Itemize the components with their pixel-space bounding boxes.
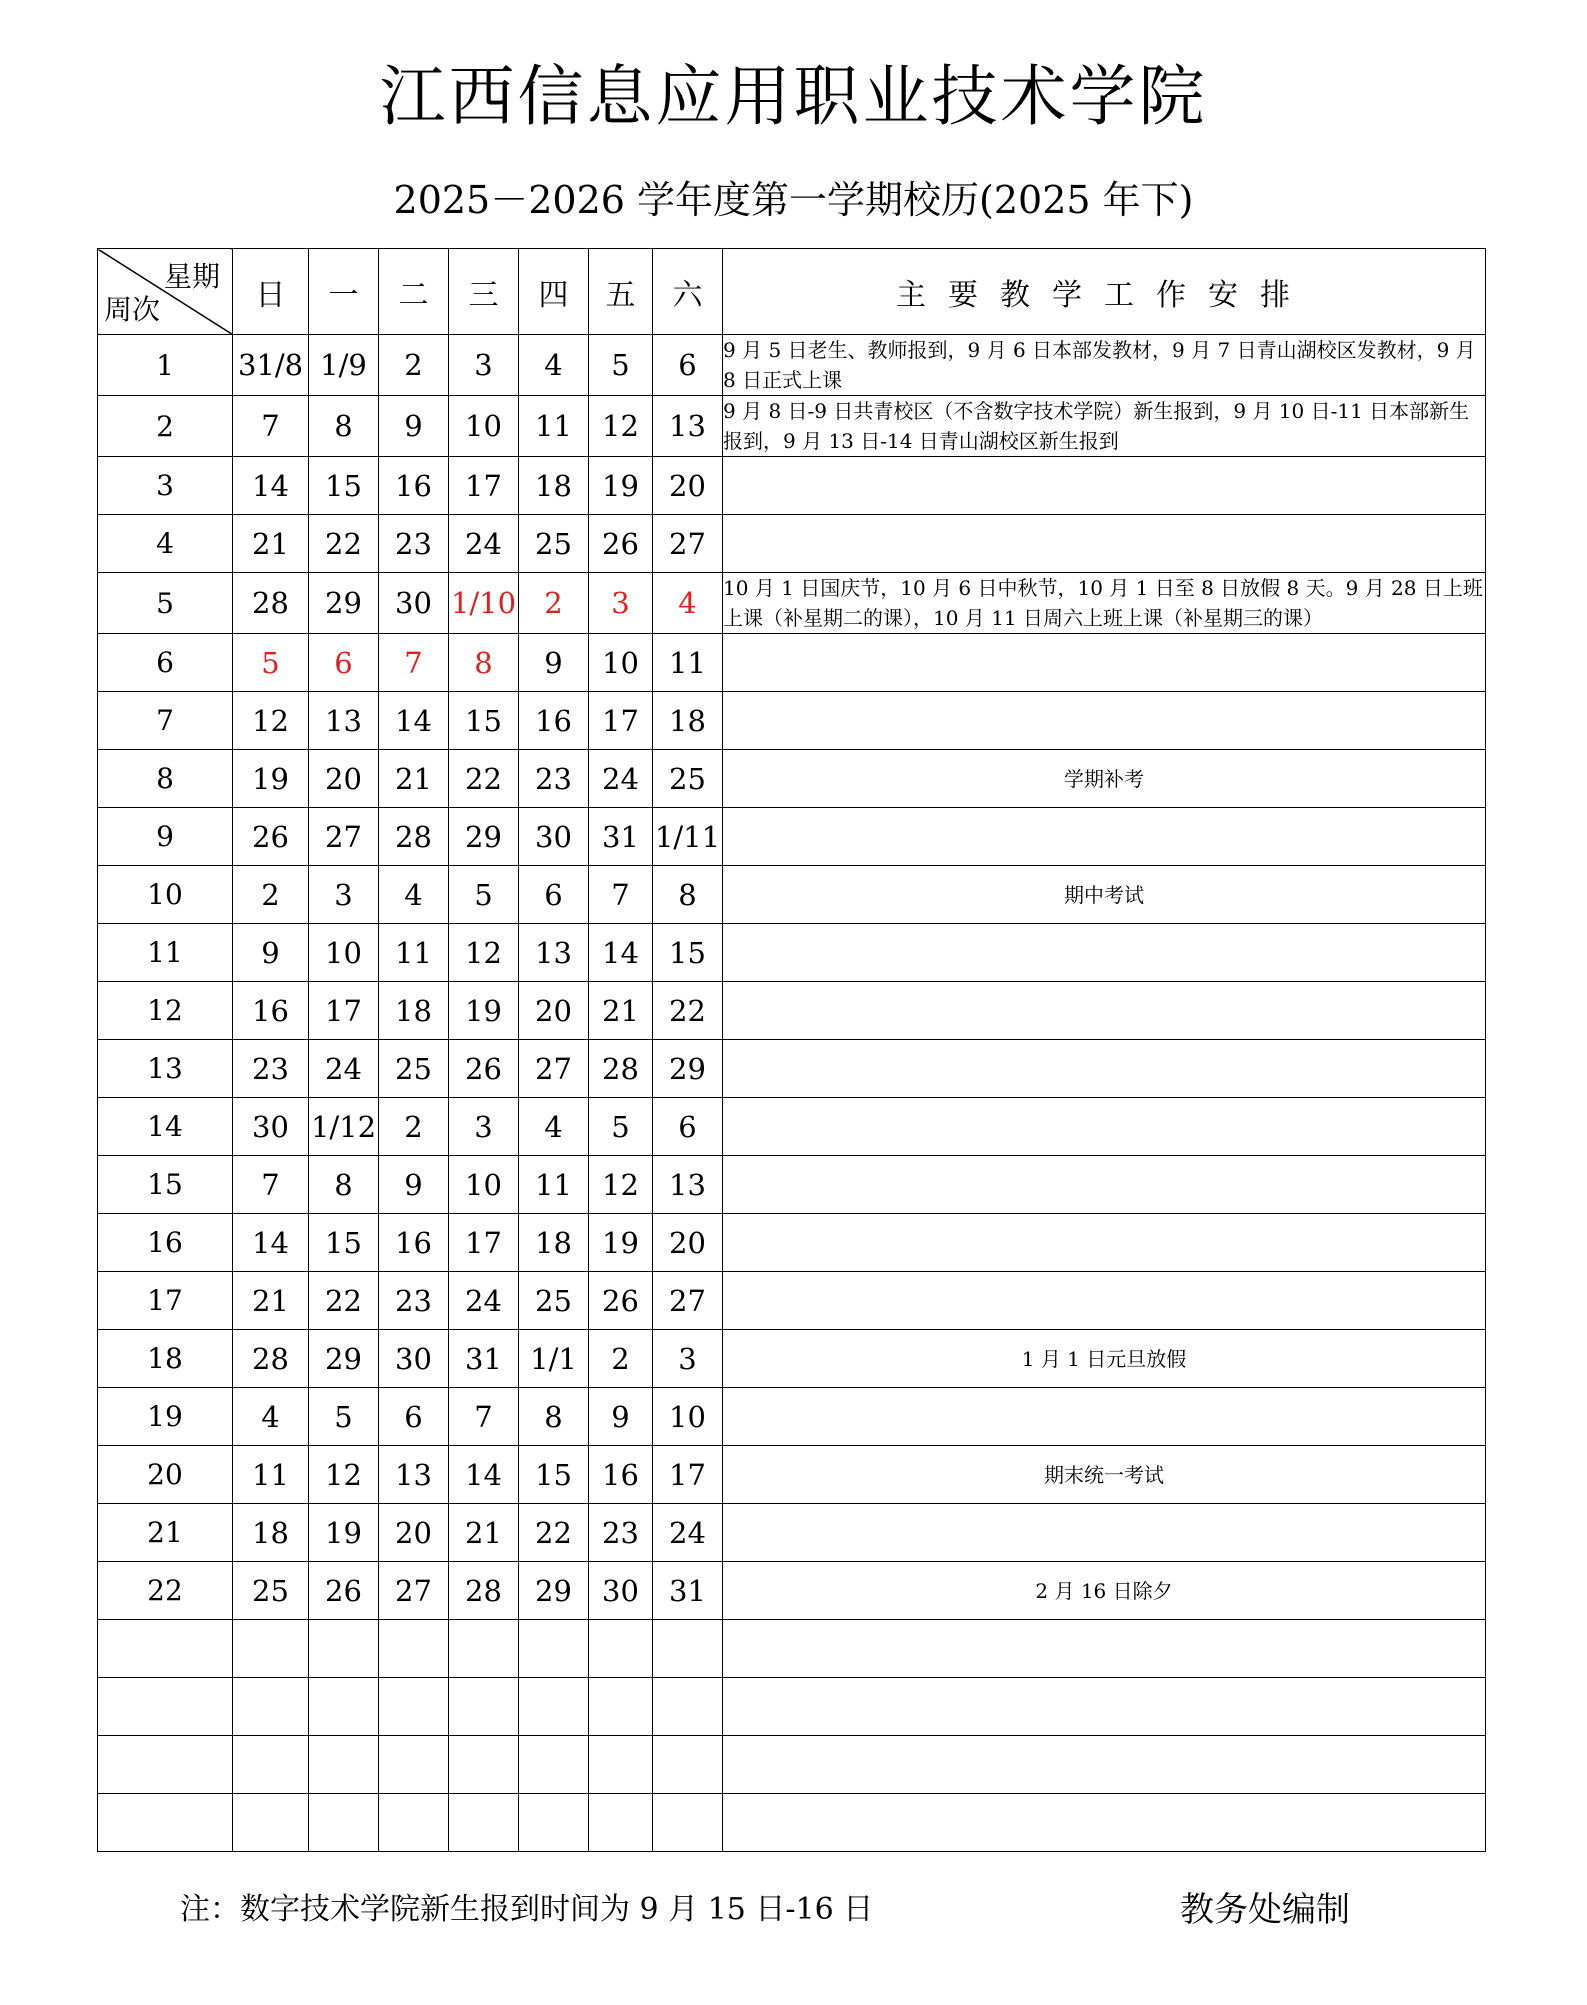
document-title: 江西信息应用职业技术学院 (379, 58, 1208, 135)
date-cell-tue: 23 (379, 515, 449, 573)
date-cell-sat: 25 (653, 750, 723, 808)
date-cell-mon: 15 (309, 457, 379, 515)
date-cell-sun: 26 (233, 808, 309, 866)
date-cell-fri: 12 (589, 1156, 653, 1214)
date-cell-wed: 29 (449, 808, 519, 866)
date-cell-mon: 19 (309, 1504, 379, 1562)
date-cell-fri: 3 (589, 573, 653, 634)
table-row (98, 1678, 1486, 1736)
date-cell-fri: 14 (589, 924, 653, 982)
date-cell-tue: 30 (379, 1330, 449, 1388)
date-cell-fri (589, 1736, 653, 1794)
date-cell-sat: 10 (653, 1388, 723, 1446)
date-cell-sun: 14 (233, 457, 309, 515)
header-day-sat: 六 (653, 249, 723, 335)
schedule-note-cell (723, 515, 1486, 573)
date-cell-tue: 16 (379, 457, 449, 515)
date-cell-sun: 2 (233, 866, 309, 924)
table-row (98, 573, 1486, 634)
date-cell-wed: 5 (449, 866, 519, 924)
table-row (98, 1736, 1486, 1794)
date-cell-tue (379, 1620, 449, 1678)
date-cell-thu: 22 (519, 1504, 589, 1562)
date-cell-sun: 23 (233, 1040, 309, 1098)
date-cell-fri: 24 (589, 750, 653, 808)
week-number-cell: 21 (98, 1504, 233, 1562)
date-cell-thu: 23 (519, 750, 589, 808)
date-cell-thu (519, 1678, 589, 1736)
date-cell-wed: 14 (449, 1446, 519, 1504)
date-cell-wed (449, 1678, 519, 1736)
date-cell-wed: 7 (449, 1388, 519, 1446)
schedule-note-cell (723, 1272, 1486, 1330)
date-cell-fri: 28 (589, 1040, 653, 1098)
date-cell-wed: 28 (449, 1562, 519, 1620)
date-cell-tue: 9 (379, 1156, 449, 1214)
schedule-note-cell (723, 1156, 1486, 1214)
date-cell-sat (653, 1678, 723, 1736)
date-cell-tue: 9 (379, 396, 449, 457)
date-cell-tue: 20 (379, 1504, 449, 1562)
date-cell-wed: 10 (449, 1156, 519, 1214)
schedule-note-cell (723, 457, 1486, 515)
week-number-cell: 5 (98, 573, 233, 634)
table-row (98, 1214, 1486, 1272)
date-cell-tue (379, 1794, 449, 1852)
schedule-note-cell (723, 982, 1486, 1040)
week-number-cell: 13 (98, 1040, 233, 1098)
week-number-cell: 11 (98, 924, 233, 982)
date-cell-sat: 3 (653, 1330, 723, 1388)
date-cell-thu: 18 (519, 1214, 589, 1272)
week-number-cell (98, 1736, 233, 1794)
date-cell-thu: 20 (519, 982, 589, 1040)
date-cell-wed: 17 (449, 1214, 519, 1272)
date-cell-mon (309, 1736, 379, 1794)
date-cell-mon: 10 (309, 924, 379, 982)
date-cell-mon: 6 (309, 634, 379, 692)
date-cell-fri: 12 (589, 396, 653, 457)
date-cell-mon: 22 (309, 515, 379, 573)
corner-weekday-label: 星期 (163, 260, 220, 293)
date-cell-sat: 27 (653, 515, 723, 573)
date-cell-sun: 9 (233, 924, 309, 982)
date-cell-wed: 26 (449, 1040, 519, 1098)
date-cell-tue: 4 (379, 866, 449, 924)
week-number-cell: 15 (98, 1156, 233, 1214)
schedule-note-cell (723, 692, 1486, 750)
date-cell-sun: 4 (233, 1388, 309, 1446)
date-cell-thu: 29 (519, 1562, 589, 1620)
date-cell-mon: 3 (309, 866, 379, 924)
date-cell-thu: 6 (519, 866, 589, 924)
schedule-note-cell (723, 1504, 1486, 1562)
date-cell-fri: 7 (589, 866, 653, 924)
date-cell-tue: 30 (379, 573, 449, 634)
date-cell-sun (233, 1794, 309, 1852)
date-cell-mon: 15 (309, 1214, 379, 1272)
date-cell-sat: 11 (653, 634, 723, 692)
date-cell-tue: 21 (379, 750, 449, 808)
schedule-note-cell: 10 月 1 日国庆节，10 月 6 日中秋节，10 月 1 日至 8 日放假 8 天。9 月 28 日上班上课（补星期二的课），10 月 11 日周六上班上课（补星期三的课） (723, 573, 1486, 634)
date-cell-fri: 17 (589, 692, 653, 750)
date-cell-mon: 1/9 (309, 335, 379, 396)
date-cell-thu: 13 (519, 924, 589, 982)
date-cell-fri: 10 (589, 634, 653, 692)
date-cell-thu: 4 (519, 1098, 589, 1156)
date-cell-thu: 27 (519, 1040, 589, 1098)
date-cell-thu: 25 (519, 515, 589, 573)
date-cell-sun: 18 (233, 1504, 309, 1562)
corner-week-label: 周次 (104, 293, 161, 326)
date-cell-sat: 22 (653, 982, 723, 1040)
date-cell-fri: 21 (589, 982, 653, 1040)
header-day-sun: 日 (233, 249, 309, 335)
week-number-cell: 4 (98, 515, 233, 573)
table-row (98, 750, 1486, 808)
week-number-cell (98, 1620, 233, 1678)
header-corner (98, 249, 233, 335)
date-cell-sat (653, 1736, 723, 1794)
date-cell-sat: 17 (653, 1446, 723, 1504)
date-cell-sun (233, 1620, 309, 1678)
schedule-note-cell (723, 1040, 1486, 1098)
date-cell-thu: 11 (519, 396, 589, 457)
date-cell-fri: 5 (589, 1098, 653, 1156)
table-row (98, 866, 1486, 924)
footer-note: 注：数字技术学院新生报到时间为 9 月 15 日-16 日 (180, 1892, 874, 1927)
table-row (98, 457, 1486, 515)
date-cell-mon: 8 (309, 1156, 379, 1214)
week-number-cell: 20 (98, 1446, 233, 1504)
date-cell-fri (589, 1678, 653, 1736)
date-cell-sun: 31/8 (233, 335, 309, 396)
date-cell-sat: 18 (653, 692, 723, 750)
date-cell-sun: 5 (233, 634, 309, 692)
date-cell-wed: 1/10 (449, 573, 519, 634)
footer-signature: 教务处编制 (1180, 1890, 1350, 1930)
week-number-cell: 17 (98, 1272, 233, 1330)
date-cell-mon: 8 (309, 396, 379, 457)
date-cell-sun: 11 (233, 1446, 309, 1504)
date-cell-sun: 16 (233, 982, 309, 1040)
date-cell-mon: 24 (309, 1040, 379, 1098)
week-number-cell: 22 (98, 1562, 233, 1620)
date-cell-sun: 30 (233, 1098, 309, 1156)
week-number-cell: 1 (98, 335, 233, 396)
date-cell-tue: 11 (379, 924, 449, 982)
date-cell-sun: 12 (233, 692, 309, 750)
table-row (98, 1504, 1486, 1562)
header-day-wed: 三 (449, 249, 519, 335)
date-cell-mon: 26 (309, 1562, 379, 1620)
date-cell-mon: 29 (309, 1330, 379, 1388)
schedule-note-cell (723, 1678, 1486, 1736)
date-cell-fri (589, 1794, 653, 1852)
date-cell-tue: 2 (379, 1098, 449, 1156)
table-row (98, 515, 1486, 573)
date-cell-tue: 18 (379, 982, 449, 1040)
date-cell-wed: 15 (449, 692, 519, 750)
date-cell-thu: 25 (519, 1272, 589, 1330)
date-cell-mon: 20 (309, 750, 379, 808)
date-cell-sat: 8 (653, 866, 723, 924)
date-cell-thu: 1/1 (519, 1330, 589, 1388)
table-row (98, 808, 1486, 866)
schedule-note-cell (723, 1620, 1486, 1678)
date-cell-sat: 15 (653, 924, 723, 982)
date-cell-thu: 8 (519, 1388, 589, 1446)
date-cell-thu: 18 (519, 457, 589, 515)
school-calendar-table (97, 248, 1486, 1852)
table-row (98, 396, 1486, 457)
table-row (98, 982, 1486, 1040)
table-row (98, 924, 1486, 982)
date-cell-sun: 7 (233, 1156, 309, 1214)
date-cell-thu: 2 (519, 573, 589, 634)
schedule-note-cell: 期中考试 (723, 866, 1486, 924)
week-number-cell: 18 (98, 1330, 233, 1388)
date-cell-fri: 26 (589, 1272, 653, 1330)
table-row (98, 335, 1486, 396)
date-cell-fri: 5 (589, 335, 653, 396)
date-cell-tue: 25 (379, 1040, 449, 1098)
date-cell-sat: 29 (653, 1040, 723, 1098)
date-cell-wed: 3 (449, 335, 519, 396)
date-cell-sat: 31 (653, 1562, 723, 1620)
date-cell-sat: 1/11 (653, 808, 723, 866)
table-row (98, 1040, 1486, 1098)
header-day-tue: 二 (379, 249, 449, 335)
date-cell-wed: 8 (449, 634, 519, 692)
date-cell-sun: 21 (233, 1272, 309, 1330)
date-cell-wed: 12 (449, 924, 519, 982)
header-day-thu: 四 (519, 249, 589, 335)
date-cell-mon: 13 (309, 692, 379, 750)
schedule-note-cell: 2 月 16 日除夕 (723, 1562, 1486, 1620)
date-cell-tue: 7 (379, 634, 449, 692)
schedule-note-cell (723, 1736, 1486, 1794)
week-number-cell: 16 (98, 1214, 233, 1272)
table-row (98, 1620, 1486, 1678)
date-cell-sat: 20 (653, 457, 723, 515)
date-cell-fri: 9 (589, 1388, 653, 1446)
date-cell-wed: 10 (449, 396, 519, 457)
week-number-cell: 6 (98, 634, 233, 692)
date-cell-sat (653, 1794, 723, 1852)
schedule-note-cell (723, 1098, 1486, 1156)
document-subtitle: 2025－2026 学年度第一学期校历(2025 年下) (393, 178, 1194, 222)
week-number-cell: 3 (98, 457, 233, 515)
date-cell-wed (449, 1736, 519, 1794)
date-cell-sat: 27 (653, 1272, 723, 1330)
week-number-cell: 12 (98, 982, 233, 1040)
schedule-note-cell: 期末统一考试 (723, 1446, 1486, 1504)
date-cell-wed: 3 (449, 1098, 519, 1156)
calendar-body (98, 335, 1486, 1852)
date-cell-fri: 19 (589, 1214, 653, 1272)
table-row (98, 692, 1486, 750)
date-cell-mon (309, 1794, 379, 1852)
date-cell-tue: 28 (379, 808, 449, 866)
date-cell-wed: 24 (449, 515, 519, 573)
week-number-cell: 9 (98, 808, 233, 866)
date-cell-mon: 22 (309, 1272, 379, 1330)
date-cell-tue: 14 (379, 692, 449, 750)
date-cell-mon: 27 (309, 808, 379, 866)
week-number-cell: 10 (98, 866, 233, 924)
date-cell-tue: 16 (379, 1214, 449, 1272)
table-row (98, 1446, 1486, 1504)
date-cell-tue: 13 (379, 1446, 449, 1504)
date-cell-thu: 30 (519, 808, 589, 866)
week-number-cell (98, 1678, 233, 1736)
schedule-note-cell (723, 1388, 1486, 1446)
schedule-note-cell: 9 月 5 日老生、教师报到，9 月 6 日本部发教材，9 月 7 日青山湖校区发教材，9 月 8 日正式上课 (723, 335, 1486, 396)
schedule-note-cell (723, 634, 1486, 692)
table-row (98, 1272, 1486, 1330)
date-cell-fri: 30 (589, 1562, 653, 1620)
date-cell-thu: 11 (519, 1156, 589, 1214)
date-cell-fri (589, 1620, 653, 1678)
date-cell-wed (449, 1620, 519, 1678)
table-row (98, 1098, 1486, 1156)
table-row (98, 634, 1486, 692)
date-cell-mon: 5 (309, 1388, 379, 1446)
date-cell-sun: 25 (233, 1562, 309, 1620)
table-row (98, 1330, 1486, 1388)
date-cell-wed: 22 (449, 750, 519, 808)
date-cell-mon: 1/12 (309, 1098, 379, 1156)
date-cell-sat: 6 (653, 1098, 723, 1156)
date-cell-wed: 31 (449, 1330, 519, 1388)
schedule-note-cell (723, 1214, 1486, 1272)
date-cell-sat: 13 (653, 1156, 723, 1214)
schedule-note-cell: 1 月 1 日元旦放假 (723, 1330, 1486, 1388)
date-cell-sat: 20 (653, 1214, 723, 1272)
date-cell-mon (309, 1620, 379, 1678)
date-cell-sun: 7 (233, 396, 309, 457)
date-cell-sat: 4 (653, 573, 723, 634)
date-cell-fri: 31 (589, 808, 653, 866)
week-number-cell: 14 (98, 1098, 233, 1156)
week-number-cell: 2 (98, 396, 233, 457)
table-row (98, 1794, 1486, 1852)
date-cell-sun (233, 1678, 309, 1736)
date-cell-wed: 19 (449, 982, 519, 1040)
date-cell-sun: 21 (233, 515, 309, 573)
date-cell-fri: 23 (589, 1504, 653, 1562)
date-cell-tue: 27 (379, 1562, 449, 1620)
date-cell-sat: 6 (653, 335, 723, 396)
date-cell-fri: 16 (589, 1446, 653, 1504)
week-number-cell (98, 1794, 233, 1852)
date-cell-tue (379, 1736, 449, 1794)
date-cell-sun: 28 (233, 1330, 309, 1388)
date-cell-mon: 12 (309, 1446, 379, 1504)
table-row (98, 1562, 1486, 1620)
date-cell-tue (379, 1678, 449, 1736)
date-cell-fri: 26 (589, 515, 653, 573)
header-tasks: 主要教学工作安排 (723, 249, 1486, 335)
header-day-mon: 一 (309, 249, 379, 335)
schedule-note-cell (723, 808, 1486, 866)
week-number-cell: 8 (98, 750, 233, 808)
date-cell-thu (519, 1794, 589, 1852)
schedule-note-cell (723, 924, 1486, 982)
date-cell-thu: 16 (519, 692, 589, 750)
date-cell-wed: 17 (449, 457, 519, 515)
table-header-row (98, 249, 1486, 335)
week-number-cell: 19 (98, 1388, 233, 1446)
date-cell-tue: 23 (379, 1272, 449, 1330)
date-cell-wed: 21 (449, 1504, 519, 1562)
date-cell-thu (519, 1736, 589, 1794)
date-cell-tue: 2 (379, 335, 449, 396)
schedule-note-cell (723, 1794, 1486, 1852)
week-number-cell: 7 (98, 692, 233, 750)
date-cell-mon: 29 (309, 573, 379, 634)
date-cell-thu: 9 (519, 634, 589, 692)
schedule-note-cell: 学期补考 (723, 750, 1486, 808)
date-cell-sun: 28 (233, 573, 309, 634)
date-cell-sat: 24 (653, 1504, 723, 1562)
date-cell-fri: 19 (589, 457, 653, 515)
date-cell-tue: 6 (379, 1388, 449, 1446)
date-cell-sun (233, 1736, 309, 1794)
date-cell-sat (653, 1620, 723, 1678)
table-row (98, 1156, 1486, 1214)
date-cell-wed: 24 (449, 1272, 519, 1330)
date-cell-wed (449, 1794, 519, 1852)
date-cell-mon: 17 (309, 982, 379, 1040)
date-cell-thu: 15 (519, 1446, 589, 1504)
date-cell-fri: 2 (589, 1330, 653, 1388)
date-cell-sun: 19 (233, 750, 309, 808)
header-day-fri: 五 (589, 249, 653, 335)
table-row (98, 1388, 1486, 1446)
date-cell-mon (309, 1678, 379, 1736)
date-cell-sat: 13 (653, 396, 723, 457)
date-cell-thu (519, 1620, 589, 1678)
date-cell-thu: 4 (519, 335, 589, 396)
schedule-note-cell: 9 月 8 日-9 日共青校区（不含数字技术学院）新生报到，9 月 10 日-11 日本部新生报到，9 月 13 日-14 日青山湖校区新生报到 (723, 396, 1486, 457)
date-cell-sun: 14 (233, 1214, 309, 1272)
